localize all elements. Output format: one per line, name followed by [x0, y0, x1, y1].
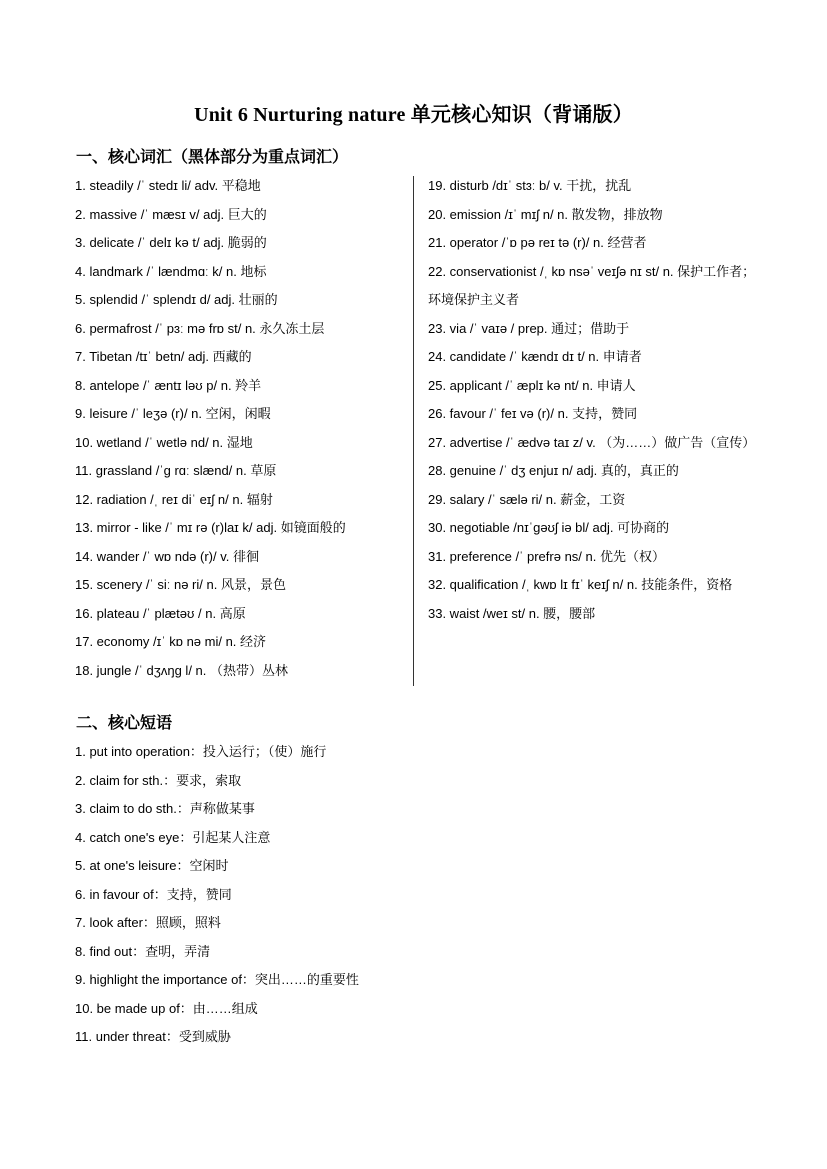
phrase-item: 1. put into operation：投入运行；（使）施行 [75, 744, 327, 759]
phrase-item: 8. find out：查明，弄清 [75, 943, 211, 959]
vocab-item: 11. grassland /ˈɡ rɑː slænd/ n. 草原 [75, 463, 277, 478]
vocab-item: 7. Tibetan /tɪˈ betn/ adj. 西藏的 [75, 349, 252, 364]
phrase-item: 4. catch one's eye：引起某人注意 [75, 829, 271, 845]
vocab-column-left [75, 172, 405, 685]
vocab-item: 17. economy /ɪˈ kɒ nə mi/ n. 经济 [75, 634, 267, 649]
vocab-item: 15. scenery /ˈ siː nə ri/ n. 风景，景色 [75, 577, 286, 592]
vocab-column-right [428, 172, 758, 628]
vocab-item: 28. genuine /ˈ dʒ enjuɪ n/ adj. 真的，真正的 [428, 463, 679, 478]
vocab-item: 30. negotiable /nɪˈɡəʊʃ iə bl/ adj. 可协商的 [428, 520, 670, 535]
vocab-item: 1. steadily /ˈ stedɪ li/ adv. 平稳地 [75, 178, 261, 193]
section-heading-vocabulary: 一、核心词汇（黑体部分为重点词汇） [76, 147, 349, 166]
vocab-item: 27. advertise /ˈ ædvə taɪ z/ v. （为……）做广告（宣传） [428, 434, 756, 450]
vocab-item: 16. plateau /ˈ plætəʊ / n. 高原 [75, 605, 246, 621]
vocab-item: 33. waist /weɪ st/ n. 腰，腰部 [428, 605, 596, 621]
column-divider [413, 176, 414, 686]
vocab-item: 20. emission /ɪˈ mɪʃ n/ n. 散发物，排放物 [428, 206, 663, 222]
vocab-item: 29. salary /ˈ sælə ri/ n. 薪金，工资 [428, 491, 626, 507]
vocab-item: 6. permafrost /ˈ pɜː mə frɒ st/ n. 永久冻土层 [75, 320, 325, 336]
vocab-item: 10. wetland /ˈ wetlə nd/ n. 湿地 [75, 434, 253, 450]
phrase-item: 3. claim to do sth.：声称做某事 [75, 801, 255, 816]
phrase-item: 2. claim for sth.：要求，索取 [75, 772, 242, 788]
vocab-item: 21. operator /ˈɒ pə reɪ tə (r)/ n. 经营者 [428, 235, 647, 250]
phrase-list [75, 738, 359, 1052]
vocab-item: 2. massive /ˈ mæsɪ v/ adj. 巨大的 [75, 206, 267, 222]
vocab-item: 19. disturb /dɪˈ stɜː b/ v. 干扰，扰乱 [428, 178, 632, 193]
vocab-item: 9. leisure /ˈ leʒə (r)/ n. 空闲，闲暇 [75, 406, 271, 421]
phrase-item: 7. look after：照顾，照料 [75, 915, 221, 930]
vocab-item: 25. applicant /ˈ æplɪ kə nt/ n. 申请人 [428, 377, 636, 393]
vocab-item: 14. wander /ˈ wɒ ndə (r)/ v. 徘徊 [75, 548, 259, 564]
page-title: Unit 6 Nurturing nature 单元核心知识（背诵版） [194, 104, 633, 126]
vocab-item: 31. preference /ˈ prefrə ns/ n. 优先（权） [428, 548, 665, 564]
vocab-item: 5. splendid /ˈ splendɪ d/ adj. 壮丽的 [75, 292, 278, 307]
vocab-item: 26. favour /ˈ feɪ və (r)/ n. 支持，赞同 [428, 406, 638, 421]
vocab-item: 8. antelope /ˈ æntɪ ləʊ p/ n. 羚羊 [75, 377, 262, 393]
vocab-item: 24. candidate /ˈ kændɪ dɪ t/ n. 申请者 [428, 349, 642, 364]
phrase-item: 9. highlight the importance of：突出……的重要性 [75, 972, 359, 987]
section-heading-phrases: 二、核心短语 [76, 713, 173, 732]
vocab-item: 4. landmark /ˈ lændmɑː k/ n. 地标 [75, 263, 267, 279]
vocab-item: 3. delicate /ˈ delɪ kə t/ adj. 脆弱的 [75, 235, 267, 250]
vocab-item: 23. via /ˈ vaɪə / prep. 通过；借助于 [428, 320, 630, 336]
vocab-item: 13. mirror - like /ˈ mɪ rə (r)laɪ k/ adj. 如镜面般的 [75, 520, 346, 535]
phrase-item: 5. at one's leisure：空闲时 [75, 858, 229, 873]
phrase-item: 10. be made up of：由……组成 [75, 1000, 258, 1016]
vocab-item: 32. qualification /ˌ kwɒ lɪ fɪˈ keɪʃ n/ n. 技能条件，资格 [428, 577, 733, 592]
phrase-item: 6. in favour of：支持，赞同 [75, 886, 232, 902]
vocab-item: 22. conservationist /ˌ kɒ nsəˈ veɪʃə nɪ st/ n. 保护工作者；环境保护主义者 [428, 263, 756, 307]
vocab-item: 12. radiation /ˌ reɪ diˈ eɪʃ n/ n. 辐射 [75, 491, 273, 507]
phrase-item: 11. under threat：受到威胁 [75, 1029, 231, 1044]
vocab-item: 18. jungle /ˈ dʒʌŋɡ l/ n. （热带）丛林 [75, 662, 288, 678]
